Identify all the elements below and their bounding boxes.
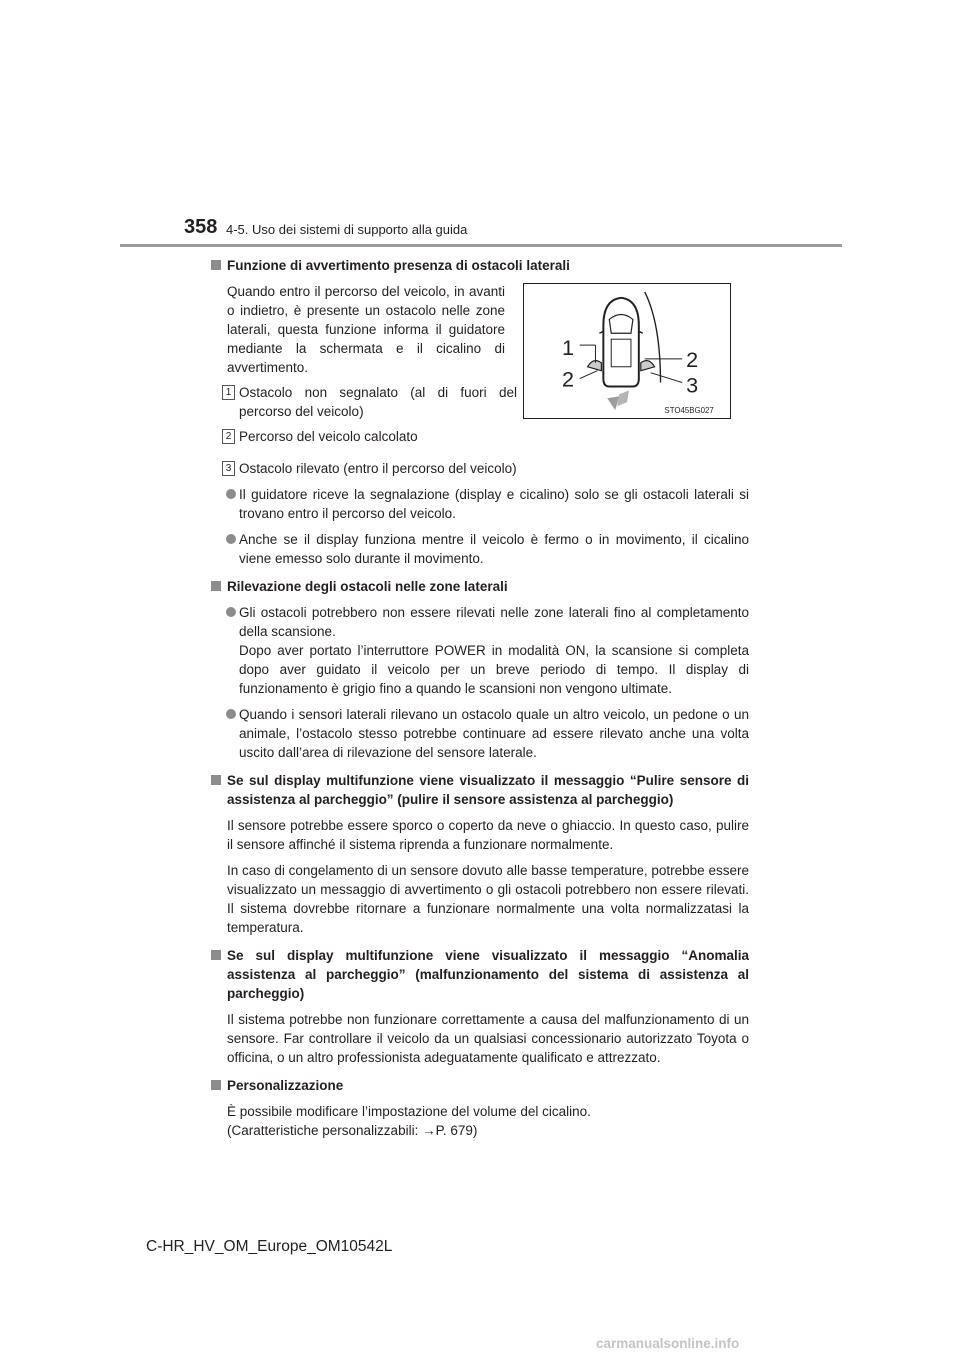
legend-text-1: Ostacolo non segnalato (al di fuori del percorso del veicolo) bbox=[239, 385, 517, 419]
customization-text bbox=[211, 1102, 749, 1140]
section-heading-side-warning: Funzione di avvertimento presenza di ostacoli laterali bbox=[211, 256, 749, 275]
paragraph: Il sistema potrebbe non funzionare correttamente a causa del malfunzionamento di un sensore. Far controllare il veicolo da un qualsiasi concessionario autorizzato Toyota o officina, o un altro professionista adeguatamente qualificato e attrezzato. bbox=[227, 1012, 749, 1065]
legend-number-1: 1 bbox=[222, 385, 235, 400]
section-heading-customization: Personalizzazione bbox=[211, 1076, 749, 1095]
bullet-item bbox=[211, 603, 749, 698]
callout-2-left: 2 bbox=[561, 366, 575, 392]
paragraph: In caso di congelamento di un sensore dovuto alle basse temperature, potrebbe essere visualizzato un messaggio di avvertimento o gli ostacoli potrebbero non essere rilevati. Il sistema dovrebbe ritornare a funzionare normalmente una volta normalizzatasi la temperatura. bbox=[227, 863, 749, 935]
paragraph: Il sensore potrebbe essere sporco o coperto da neve o ghiaccio. In questo caso, pulire il sensore affinché il sistema riprenda a funzionare normalmente. bbox=[227, 818, 749, 852]
customization-link[interactable]: (Caratteristiche personalizzabili: →P. 679) bbox=[227, 1123, 478, 1138]
legend-number-2: 2 bbox=[222, 429, 235, 444]
bullet-item: Anche se il display funziona mentre il veicolo è fermo o in movimento, il cicalino viene emesso solo durante il movimento. bbox=[211, 530, 749, 568]
customization-line-1: È possibile modificare l’impostazione del volume del cicalino. bbox=[227, 1104, 591, 1119]
legend-text-2: Percorso del veicolo calcolato bbox=[239, 429, 418, 444]
bullet-item: Il guidatore riceve la segnalazione (display e cicalino) solo se gli ostacoli laterali si trovano entro il percorso del veicolo. bbox=[211, 485, 749, 523]
legend-item-1 bbox=[211, 383, 517, 421]
watermark: carmanualsonline.info bbox=[596, 1336, 740, 1351]
header-divider bbox=[120, 244, 842, 247]
main-content bbox=[211, 256, 749, 1140]
page-number: 358 bbox=[184, 216, 218, 238]
figure-code: STO45BG027 bbox=[664, 406, 714, 416]
callout-2-right: 2 bbox=[686, 346, 699, 372]
legend-item-3 bbox=[211, 459, 749, 478]
legend-number-3: 3 bbox=[222, 461, 235, 476]
intro-paragraph: Quando entro il percorso del veicolo, in avanti o indietro, è presente un ostacolo nelle zone laterali, questa funzione informa il guidatore mediante la schermata e il cicalino di avvertimento. bbox=[227, 284, 505, 375]
legend-item-2 bbox=[211, 427, 517, 446]
legend-text-3: Ostacolo rilevato (entro il percorso del veicolo) bbox=[239, 461, 517, 476]
callout-1: 1 bbox=[561, 334, 575, 360]
bullet-text: Gli ostacoli potrebbero non essere rilevati nelle zone laterali fino al completamento della scansione. bbox=[239, 605, 749, 639]
chapter-title: 4-5. Uso dei sistemi di supporto alla guida bbox=[226, 222, 468, 237]
bullet-item bbox=[211, 705, 749, 762]
section-heading-detection: Rilevazione degli ostacoli nelle zone laterali bbox=[211, 577, 749, 596]
bullet-text: Dopo aver portato l’interruttore POWER in modalità ON, la scansione si completa dopo aver guidato il veicolo per un breve periodo di tempo. Il display di funzionamento è grigio fino a quando le scansioni non vengono ultimate. bbox=[239, 643, 749, 696]
callout-3: 3 bbox=[686, 372, 699, 398]
section-heading-clean-sensor: Se sul display multifunzione viene visualizzato il messaggio “Pulire sensore di assistenza al parcheggio” (pulire il sensore assistenza al parcheggio) bbox=[211, 771, 749, 809]
section-heading-malfunction: Se sul display multifunzione viene visualizzato il messaggio “Anomalia assistenza al parcheggio” (malfunzionamento del sistema di assistenza al parcheggio) bbox=[211, 946, 749, 1003]
bullet-text: Quando i sensori laterali rilevano un ostacolo quale un altro veicolo, un pedone o un animale, l’ostacolo stesso potrebbe continuare ad essere rilevato anche una volta uscito dall’area di rilevazione del sensore laterale. bbox=[239, 707, 749, 760]
document-code: C-HR_HV_OM_Europe_OM10542L bbox=[146, 1238, 393, 1255]
